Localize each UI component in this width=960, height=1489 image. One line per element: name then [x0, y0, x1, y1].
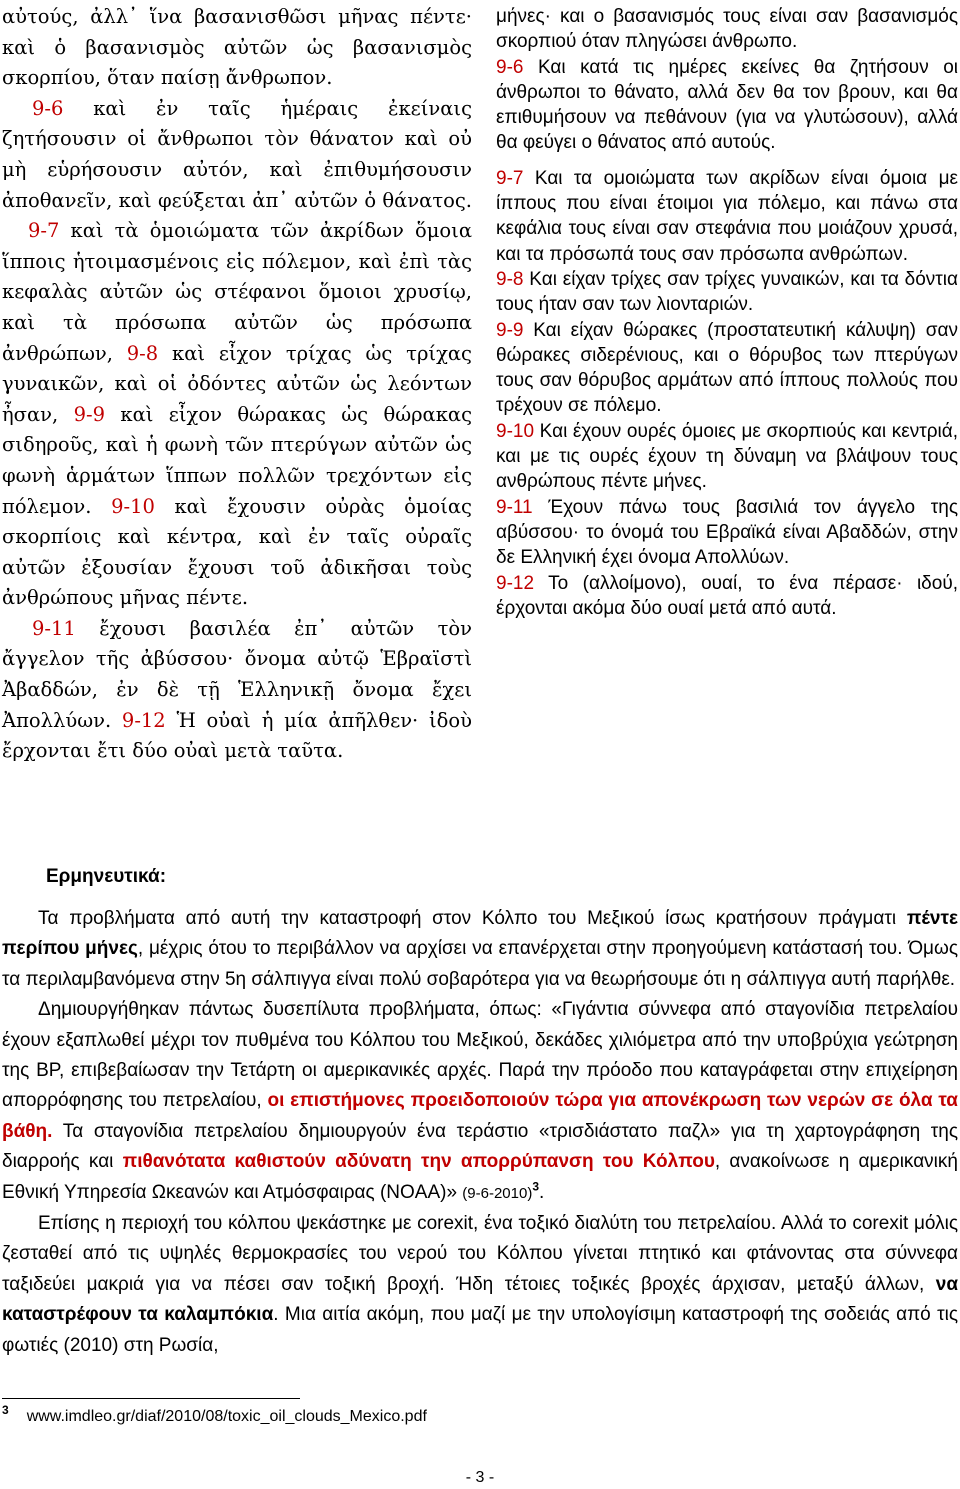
text-run: Τα προβλήματα από αυτή την καταστροφή στον Κόλπο του Μεξικού ίσως κρατήσουν πράγματι — [38, 908, 907, 929]
verse-number: 9-7 — [28, 219, 60, 243]
verse-text: Ἡ οὐαὶ ἡ μία ἀπῆλθεν· ἰδοὺ ἔρχονται ἔτι δύο οὐαὶ μετὰ ταῦτα. — [2, 708, 472, 763]
modern-verse — [496, 166, 958, 267]
verse-text: καὶ εἶχον τρίχας ὡς τρίχας γυναικῶν, καὶ οἱ ὀδόντες αὐτῶν ὡς λεόντων ἦσαν, — [2, 341, 472, 426]
text-run: , ανακοίνωσε η αμερικανική Εθνική Υπηρεσία Ωκεανών και Ατμόσφαιρας (NOAA)» — [2, 1151, 958, 1203]
text-run: Δημιουργήθηκαν πάντως δυσεπίλυτα προβλήματα, όπως: «Γιγάντια σύννεφα από σταγονίδια πετρελαίου έχουν εξαπλωθεί μέχρι τον πυθμένα του Κόλπου του Μεξικού, δεκάδες χιλιόμετρα από την υποβρύχια γεώτρηση της BP, επιβεβαίωσαν την Τετάρτη οι αμερικανικές αρχές. Παρά την πρόοδο που καταγράφεται στην επιχείρηση απορρόφησης του πετρελαίου, — [2, 999, 958, 1112]
verse-text: καὶ ἔχουσιν οὐρὰς ὁμοίας σκορπίοις καὶ κέντρα, καὶ ἐν ταῖς οὐραῖς αὐτῶν ἐξουσίαν ἔχουσι τοῦ ἀδικῆσαι τοὺς ἀνθρώπους μῆνας πέντε. — [2, 494, 472, 610]
verse-text: Και είχαν τρίχες σαν τρίχες γυναικών, και τα δόντια τους ήταν σαν των λιονταριών. — [496, 268, 958, 316]
verse-number: 9-6 — [32, 96, 64, 120]
paragraph — [2, 904, 958, 995]
paragraph — [2, 995, 958, 1209]
footnote-link[interactable]: www.imdleo.gr/diaf/2010/08/toxic_oil_clouds_Mexico.pdf — [26, 1408, 427, 1425]
modern-greek-column — [496, 4, 958, 621]
verse-number: 9-7 — [496, 167, 524, 189]
footnote-marker[interactable]: 3 — [532, 1179, 540, 1194]
verse-text: καὶ ἐν ταῖς ἡμέραις ἐκείναις ζητήσουσιν οἱ ἄνθρωποι τὸν θάνατον καὶ οὐ μὴ εὑρήσουσιν αὐτόν, καὶ ἐπιθυμήσουσιν ἀποθανεῖν, καὶ φεύξεται ἀπ᾽ αὐτῶν ὁ θάνατος. — [2, 96, 472, 212]
text-run: Επίσης η περιοχή του κόλπου ψεκάστηκε με corexit, ένα τοξικό διαλύτη του πετρελαίου. Αλλά το corexit μόλις ζεσταθεί από τις υψηλές θερμοκρασίες του νερού του Κόλπου γίνεται πτητικό και φτάνοντας στα σύννεφα ταξιδεύει μακριά για να πέσει σαν τοξική βροχή. Ήδη τέτοιες τοξικές βροχές άρχισαν, μεταξύ άλλων, — [2, 1213, 958, 1295]
verse-number: 9-11 — [32, 616, 76, 640]
verse-number: 9-11 — [496, 496, 533, 518]
modern-verse — [496, 267, 958, 318]
modern-verse — [496, 55, 958, 156]
verse-number: 9-12 — [496, 572, 535, 594]
page-number: - 3 - — [465, 1469, 495, 1486]
greek-text-column — [2, 2, 472, 767]
verse-number: 9-8 — [496, 268, 524, 290]
footnote — [2, 1403, 427, 1426]
highlighted-text: πιθανότατα καθιστούν αδύνατη την απορρύπανση του Κόλπου — [122, 1151, 715, 1173]
bold-text: να καταστρέφουν τα καλαμπόκια — [2, 1273, 958, 1326]
modern-verse — [496, 419, 958, 495]
text-run: . Μια αιτία ακόμη, που μαζί με την υπολογίσιμη καταστροφή της σοδειάς από τις φωτιές (2010) στη Ρωσία, — [2, 1304, 958, 1356]
verse-text: καὶ εἶχον θώρακας ὡς θώρακας σιδηροῦς, καὶ ἡ φωνὴ τῶν πτερύγων αὐτῶν ὡς φωνὴ ἁρμάτων ἵππων πολλῶν τρεχόντων εἰς πόλεμον. — [2, 402, 473, 518]
date-reference: (9-6-2010) — [462, 1184, 533, 1202]
paragraph — [2, 1209, 958, 1361]
modern-verse — [496, 318, 958, 419]
footnote-number: 3 — [2, 1403, 9, 1417]
modern-intro: μήνες· και ο βασανισμός τους είναι σαν βασανισμός σκορπιού όταν πληγώσει άνθρωπο. — [496, 6, 958, 53]
verse-number: 9-6 — [496, 56, 524, 78]
verse-number: 9-12 — [121, 708, 166, 732]
verse-text: Και έχουν ουρές όμοιες με σκορπιούς και κεντριά, και με τις ουρές έχουν τη δύναμη να βλάψουν τους ανθρώπους πέντε μήνες. — [496, 420, 958, 493]
section-heading: Ερμηνευτικά: — [46, 866, 167, 887]
verse-text: Έχουν πάνω τους βασιλιά τον άγγελο της αβύσσου· το όνομά του Εβραϊκά είναι Αβαδδών, στην δε Ελληνική έχει όνομα Απολλύων. — [496, 496, 958, 569]
verse-text: Το (αλλοίμονο), ουαί, το ένα πέρασε· ιδού, έρχονται ακόμα δύο ουαί μετά από αυτά. — [496, 572, 958, 619]
bold-text: πέντε περίπου μήνες — [2, 908, 958, 960]
greek-passage — [2, 2, 472, 767]
verse-number: 9-9 — [73, 402, 106, 426]
verse-text: καὶ τὰ ὁμοιώματα τῶν ἀκρίδων ὅμοια ἵπποις ἡτοιμασμένοις εἰς πόλεμον, καὶ ἐπὶ τὰς κεφαλὰς αὐτῶν ὡς στέφανοι ὅμοιοι χρυσίῳ, καὶ τὰ πρόσωπα αὐτῶν ὡς πρόσωπα ἀνθρώπων, — [2, 219, 472, 365]
highlighted-text: οι επιστήμονες προειδοποιούν τώρα για απονέκρωση των νερών σε όλα τα βάθη. — [2, 1090, 958, 1142]
verse-number: 9-10 — [496, 420, 535, 442]
modern-verse — [496, 495, 958, 571]
greek-intro: αὐτούς, ἀλλ᾽ ἵνα βασανισθῶσι μῆνας πέντε· καὶ ὁ βασανισμὸς αὐτῶν ὡς βασανισμὸς σκορπίου, ὅταν παίσῃ ἄνθρωπον. — [2, 5, 472, 90]
commentary-body — [2, 904, 958, 1361]
text-run: , μέχρις ότου το περιβάλλον να αρχίσει να επανέρχεται στην προηγούμενη κατάστασή του. Όμως τα περιλαμβανόμενα στην 5η σάλπιγγα είναι πολύ σοβαρότερα για να θεωρήσουμε ότι η σάλπιγγα αυτή παρήλθε. — [2, 938, 958, 990]
text-run: . — [539, 1181, 545, 1203]
verse-number: 9-10 — [111, 494, 155, 518]
verse-text: ἔχουσι βασιλέα ἐπ᾽ αὐτῶν τὸν ἄγγελον τῆς ἀβύσσου· ὄνομα αὐτῷ Ἑβραϊστὶ Ἀβαδδών, ἐν δὲ τῇ Ἑλληνικῇ ὄνομα ἔχει Ἀπολλύων. — [2, 616, 472, 732]
verse-text: Και είχαν θώρακες (προστατευτική κάλυψη) σαν θώρακες σιδερένιους, και ο θόρυβος των πτερύγων τους σαν θόρυβος αρμάτων από ίππους πολλούς που τρέχουν σε πόλεμο. — [496, 319, 958, 417]
verse-text: Και κατά τις ημέρες εκείνες θα ζητήσουν οι άνθρωποι το θάνατο, αλλά δεν θα τον βρουν, και θα επιθυμήσουν να πεθάνουν (για να γλυτώσουν), αλλά θα φεύγει ο θάνατος από αυτούς. — [496, 56, 958, 154]
verse-number: 9-8 — [126, 341, 159, 365]
footnote-divider — [2, 1398, 300, 1399]
modern-verse — [496, 571, 958, 622]
text-run: Τα σταγονίδια πετρελαίου δημιουργούν ένα τεράστιο «τρισδιάστατο παζλ» για τη χαρτογράφηση της διαρροής και — [2, 1120, 958, 1173]
verse-text: Και τα ομοιώματα των ακρίδων είναι όμοια με ίππους που είναι έτοιμοι για πόλεμο, και πάνω στα κεφάλια τους είναι σαν στεφάνια που μοιάζουν χρυσά, και τα πρόσωπά τους σαν πρόσωπα ανθρώπων. — [496, 167, 958, 265]
verse-number: 9-9 — [496, 319, 524, 341]
